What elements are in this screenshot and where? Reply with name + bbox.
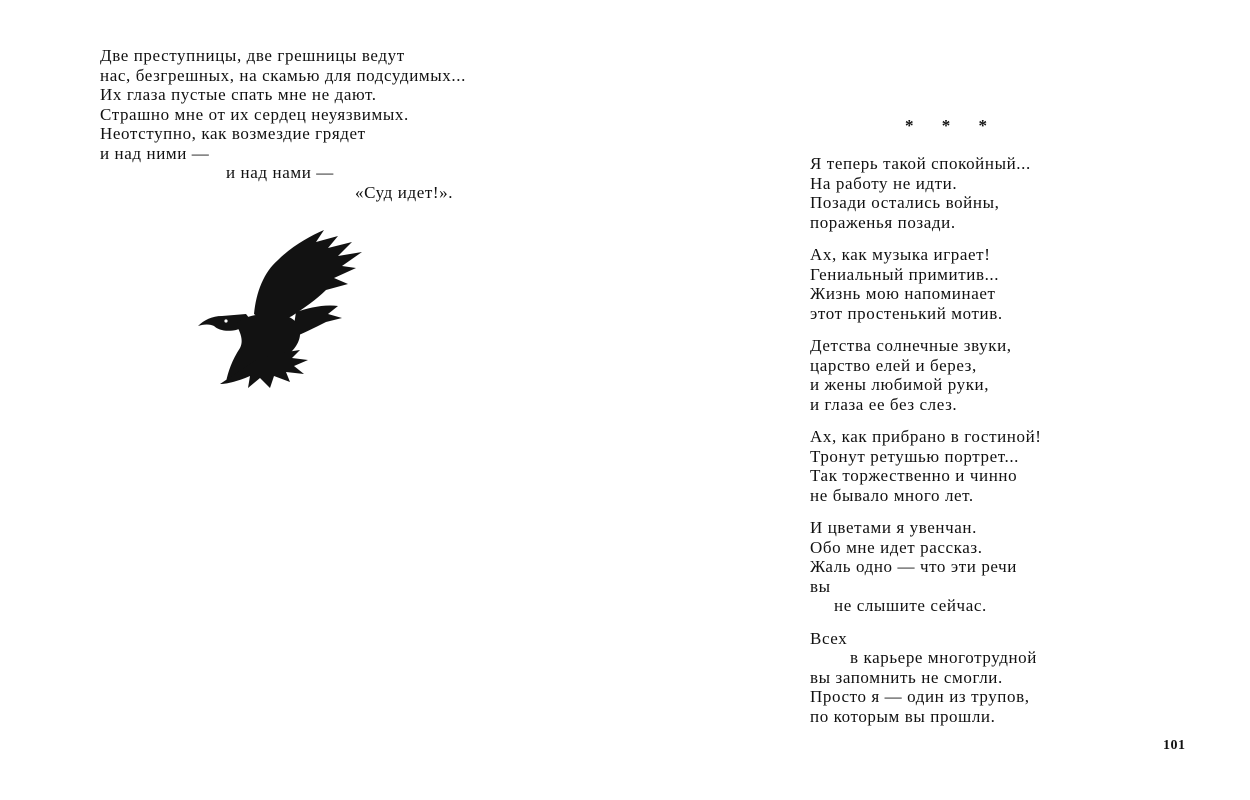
- poem-line: и жены любимой руки,: [810, 375, 990, 394]
- poem-line: Всех: [810, 628, 848, 648]
- poem-line: Страшно мне от их сердец неуязвимых.: [100, 104, 409, 124]
- poem-line: этот простенький мотив.: [810, 303, 1003, 323]
- poem-line: Их глаза пустые спать мне не дают.: [100, 85, 377, 104]
- poem-line: Обо мне идет рассказ.: [810, 537, 983, 557]
- stanza: [810, 427, 1042, 505]
- poem-line: Детства солнечные звуки,: [810, 336, 1012, 355]
- poem-line: На работу не идти.: [810, 173, 958, 193]
- poem-line: по которым вы прошли.: [810, 706, 996, 726]
- poem-line: не слышите сейчас.: [834, 596, 987, 615]
- left-poem: [100, 46, 466, 202]
- poem-line: Позади остались войны,: [810, 193, 1000, 212]
- poem-line: Две преступницы, две грешницы ведут: [100, 46, 405, 65]
- poem-line: «Суд идет!».: [355, 182, 454, 202]
- poem-line: Тронут ретушью портрет...: [810, 446, 1020, 466]
- poem-line: пораженья позади.: [810, 212, 956, 232]
- poem-line: И цветами я увенчан.: [810, 518, 977, 537]
- poem-line: и над нами —: [226, 163, 334, 182]
- poem-line: Так торжественно и чинно: [810, 466, 1018, 485]
- poem-line: Жизнь мою напоминает: [810, 284, 996, 303]
- poem-line: Гениальный примитив...: [810, 264, 1000, 284]
- poem-line: Ах, как прибрано в гостиной!: [810, 427, 1042, 446]
- poem-line: Я теперь такой спокойный...: [810, 154, 1031, 173]
- poem-line: Просто я — один из трупов,: [810, 687, 1030, 706]
- stanza: [810, 154, 1042, 232]
- right-page: [625, 0, 1250, 800]
- stanza: [810, 629, 1042, 727]
- poem-line: Ах, как музыка играет!: [810, 245, 991, 264]
- poem-line: Неотступно, как возмездие грядет: [100, 124, 366, 143]
- poem-line: и глаза ее без слез.: [810, 394, 958, 414]
- poem-line: вы: [810, 576, 831, 596]
- poem-line: нас, безгрешных, на скамью для подсудимых...: [100, 65, 466, 85]
- stanza: [810, 336, 1042, 414]
- stanza: [810, 245, 1042, 323]
- poem-line: Жаль одно — что эти речи: [810, 557, 1017, 576]
- poem-line: царство елей и берез,: [810, 355, 977, 375]
- stanza: [810, 518, 1042, 616]
- page-number: 101: [1163, 738, 1186, 753]
- eagle-illustration: [196, 228, 366, 392]
- section-separator: * * *: [905, 116, 999, 135]
- poem-line: и над ними —: [100, 143, 210, 163]
- poem-line: вы запомнить не смогли.: [810, 667, 1003, 687]
- poem-line: не бывало много лет.: [810, 485, 974, 505]
- right-poem: [810, 154, 1042, 726]
- poem-line: в карьере многотрудной: [850, 648, 1037, 667]
